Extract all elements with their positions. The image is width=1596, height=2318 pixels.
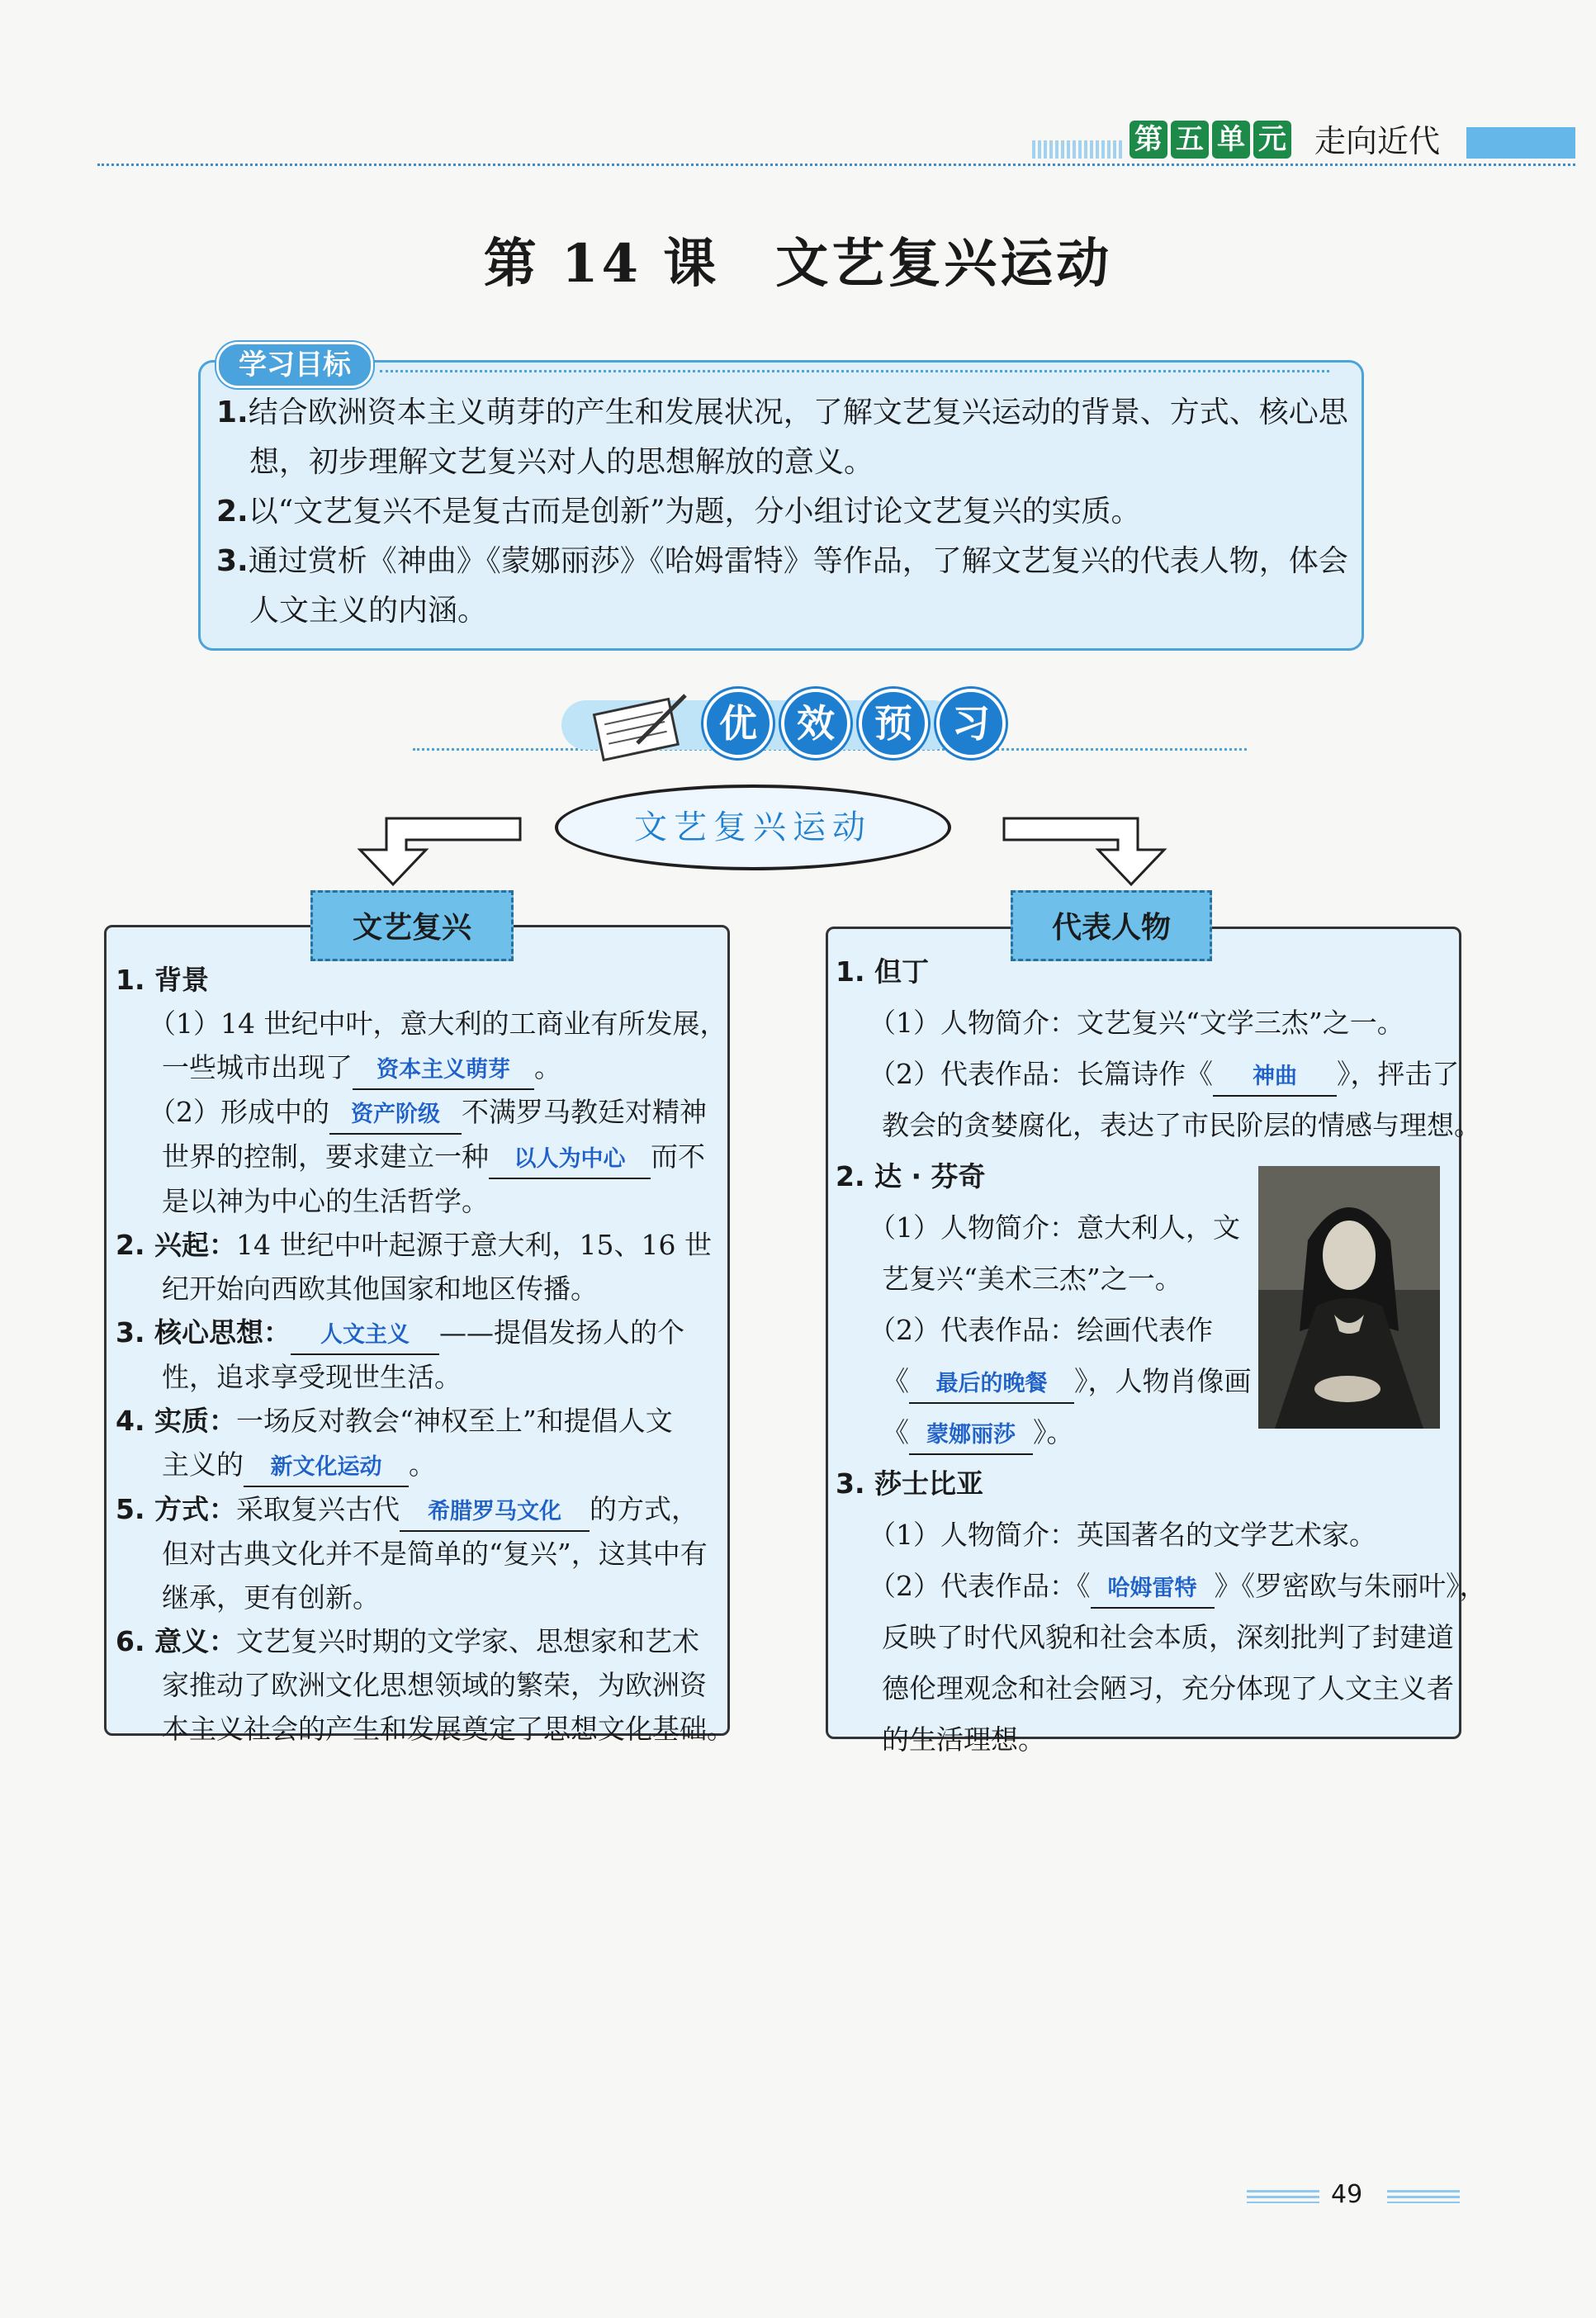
text-line: 3. 核心思想： 人文主义 ——提倡发扬人的个 <box>116 1311 718 1355</box>
banner-char: 效 <box>781 689 850 758</box>
text-line: （2）代表作品：绘画代表作 <box>869 1314 1213 1346</box>
arrow-left-down-icon <box>347 813 525 888</box>
unit-char: 元 <box>1253 121 1291 159</box>
text-line: （2）形成中的 资产阶级 不满罗马教廷对精神 <box>116 1090 718 1135</box>
text-line: 《 最后的晚餐 》，人物肖像画 <box>836 1356 1455 1407</box>
center-topic: 文艺复兴运动 <box>555 785 951 870</box>
text-line: 一些城市出现了 资本主义萌芽 。 <box>116 1045 718 1090</box>
objectives-dotted-line <box>380 370 1329 372</box>
text-line: 主义的 新文化运动 。 <box>116 1443 718 1487</box>
text-line: 艺复兴“美术三杰”之一。 <box>882 1263 1182 1295</box>
text-line: 但对古典文化并不是简单的“复兴”，这其中有 <box>162 1538 708 1570</box>
text-line: 2. 兴起：14 世纪中叶起源于意大利，15、16 世 <box>116 1229 712 1261</box>
text-line: 性，追求享受现世生活。 <box>162 1361 462 1393</box>
section-heading: 1. 背景 <box>116 964 209 996</box>
unit-tag <box>1130 121 1291 159</box>
page-number-decor <box>1387 2190 1460 2203</box>
text-line: （1）人物简介：文艺复兴“文学三杰”之一。 <box>869 1007 1404 1039</box>
text-line: 反映了时代风貌和社会本质，深刻批判了封建道 <box>882 1621 1454 1653</box>
objective-number: 1. <box>216 396 249 429</box>
banner-char: 预 <box>859 689 928 758</box>
text-line: 家推动了欧洲文化思想领域的繁荣，为欧洲资 <box>162 1669 707 1701</box>
preview-banner <box>703 689 1006 758</box>
left-panel-tag: 文艺复兴 <box>310 890 514 961</box>
answer-blank: 蒙娜丽莎 <box>909 1417 1033 1455</box>
left-panel-content <box>116 958 734 1751</box>
section-heading: 3. 莎士比亚 <box>836 1467 983 1500</box>
mona-lisa-image <box>1258 1166 1440 1429</box>
unit-title: 走向近代 <box>1314 123 1441 159</box>
unit-char: 单 <box>1212 121 1250 159</box>
arrow-right-down-icon <box>999 813 1177 888</box>
text-line: （1）人物简介：意大利人，文 <box>869 1211 1240 1244</box>
answer-blank: 资产阶级 <box>329 1097 462 1135</box>
text-line: 纪开始向西欧其他国家和地区传播。 <box>162 1273 598 1305</box>
text-line: 教会的贪婪腐化，表达了市民阶层的情感与理想。 <box>882 1109 1481 1141</box>
right-panel-tag: 代表人物 <box>1011 890 1212 961</box>
unit-char: 五 <box>1171 121 1209 159</box>
banner-char: 习 <box>936 689 1006 758</box>
text-line: 的生活理想。 <box>882 1723 1045 1756</box>
answer-blank: 人文主义 <box>291 1317 439 1355</box>
objective-item <box>216 537 1356 636</box>
header-divider <box>97 164 1575 166</box>
text-line: 5. 方式：采取复兴古代 希腊罗马文化 的方式， <box>116 1487 718 1532</box>
text-line: 6. 意义：文艺复兴时期的文学家、思想家和艺术 <box>116 1625 699 1657</box>
banner-char: 优 <box>703 689 773 758</box>
text-line: （1）人物简介：英国著名的文学艺术家。 <box>869 1519 1376 1551</box>
answer-blank: 资本主义萌芽 <box>353 1052 534 1090</box>
text-line: 是以神为中心的生活哲学。 <box>162 1185 489 1217</box>
page-number: 49 <box>1331 2180 1363 2209</box>
notebook-pen-icon <box>588 690 695 765</box>
section-heading: 2. 达 · 芬奇 <box>836 1160 986 1192</box>
text-line: 本主义社会的产生和发展奠定了思想文化基础。 <box>162 1713 734 1745</box>
objective-item <box>216 487 1356 537</box>
objective-text: 以“文艺复兴不是复古而是创新”为题，分小组讨论文艺复兴的实质。 <box>248 495 1141 529</box>
header-decor-bar <box>1466 127 1575 159</box>
objectives-list <box>216 388 1356 636</box>
page-number-decor <box>1247 2190 1319 2203</box>
unit-char: 第 <box>1130 121 1167 159</box>
objective-text: 结合欧洲资本主义萌芽的产生和发展状况，了解文艺复兴运动的背景、方式、核心思想，初步理解文艺复兴对人的思想解放的意义。 <box>248 396 1348 479</box>
text-line: 4. 实质：一场反对教会“神权至上”和提倡人文 <box>116 1405 673 1437</box>
objective-number: 2. <box>216 495 249 529</box>
text-line: （1）14 世纪中叶，意大利的工商业有所发展， <box>149 1007 727 1040</box>
text-line: 继承，更有创新。 <box>162 1581 380 1614</box>
lesson-title: 第 14 课 文艺复兴运动 <box>483 233 1113 295</box>
text-line: 世界的控制，要求建立一种 以人为中心 而不 <box>116 1135 718 1179</box>
answer-blank: 哈姆雷特 <box>1091 1571 1215 1609</box>
header-decor-stripes <box>1032 140 1123 159</box>
objective-item <box>216 388 1356 487</box>
text-line: （2）代表作品：《 哈姆雷特 》《罗密欧与朱丽叶》， <box>836 1561 1455 1612</box>
answer-blank: 新文化运动 <box>244 1449 409 1487</box>
text-line: 德伦理观念和社会陋习，充分体现了人文主义者 <box>882 1672 1454 1704</box>
answer-blank: 最后的晚餐 <box>909 1366 1074 1404</box>
section-heading: 1. 但丁 <box>836 955 929 988</box>
answer-blank: 以人为中心 <box>489 1141 651 1179</box>
objectives-tag: 学习目标 <box>216 342 373 388</box>
answer-blank: 希腊罗马文化 <box>400 1494 590 1532</box>
text-line: 《 蒙娜丽莎 》。 <box>836 1407 1455 1458</box>
text-line: （2）代表作品：长篇诗作《 神曲 》，抨击了 <box>836 1049 1455 1100</box>
answer-blank: 神曲 <box>1213 1059 1337 1097</box>
objective-text: 通过赏析《神曲》《蒙娜丽莎》《哈姆雷特》等作品，了解文艺复兴的代表人物，体会人文主义的内涵。 <box>248 544 1348 628</box>
objective-number: 3. <box>216 544 249 578</box>
